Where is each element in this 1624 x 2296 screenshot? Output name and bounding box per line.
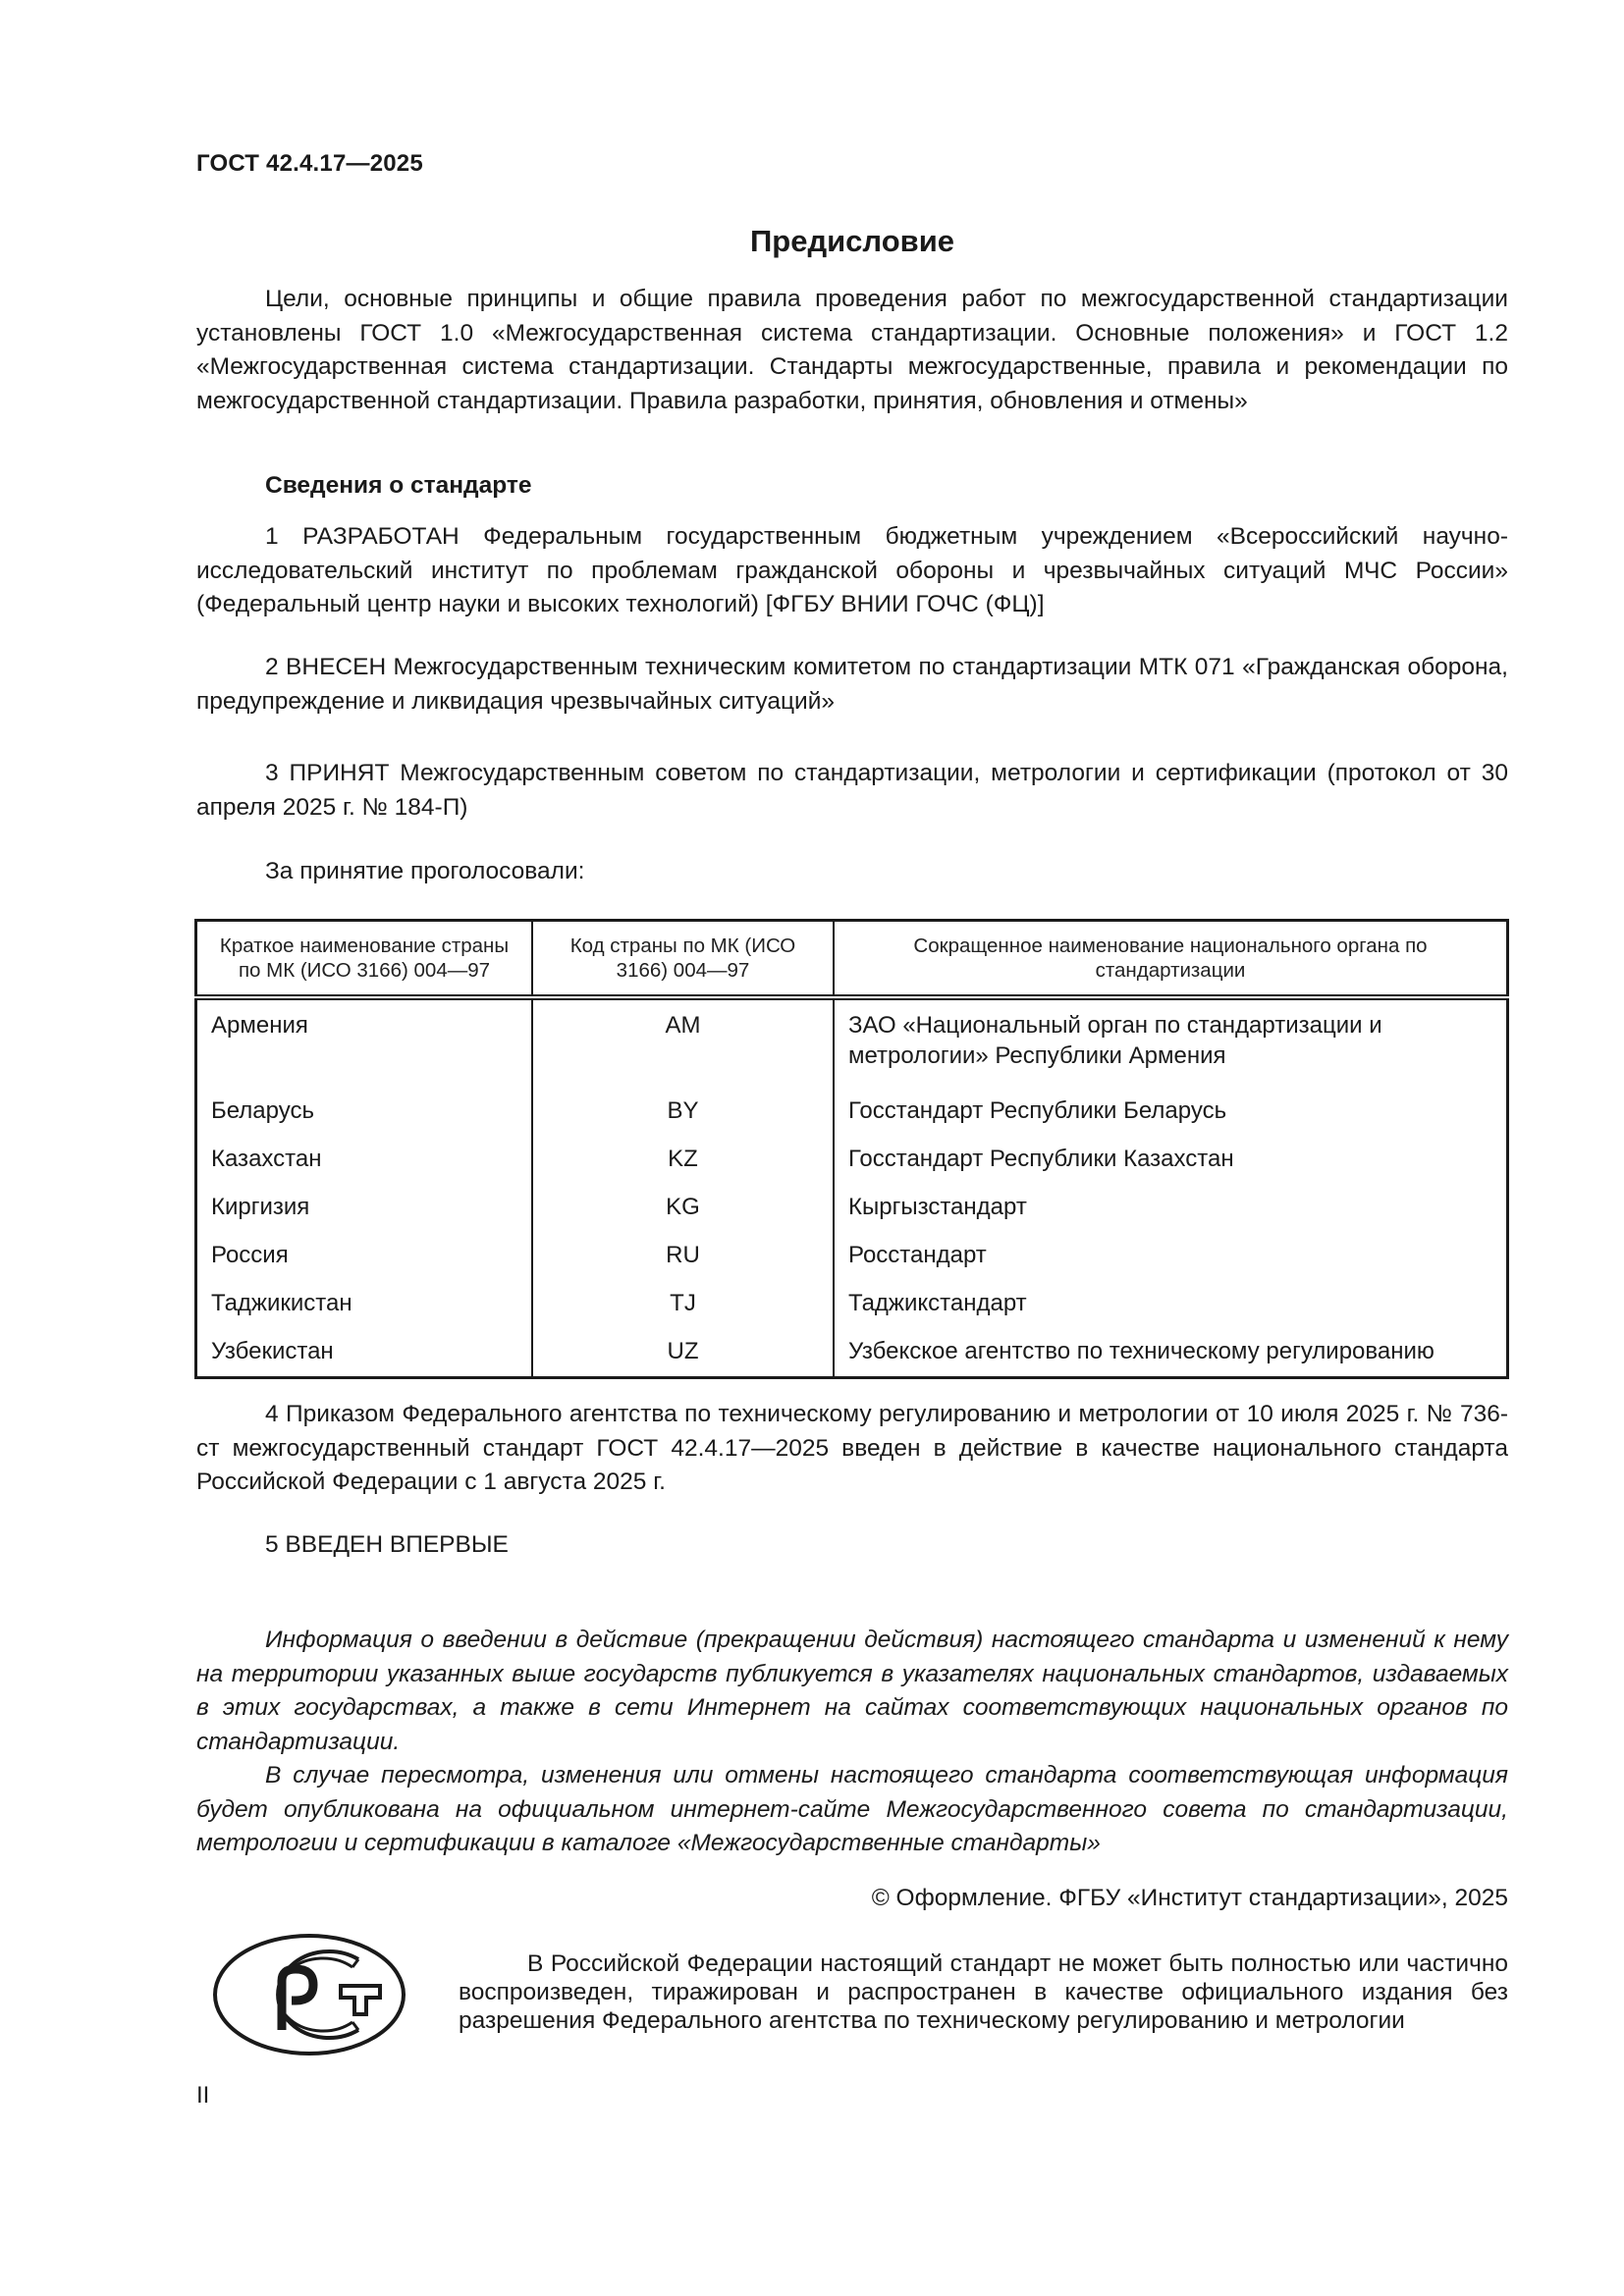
- country-code: RU: [532, 1225, 834, 1273]
- country-code: KZ: [532, 1129, 834, 1177]
- country-name: Россия: [196, 1225, 533, 1273]
- national-body: ЗАО «Национальный орган по стандартизации и метрологии» Республики Армения: [834, 997, 1508, 1081]
- info-note-paragraph-2: В случае пересмотра, изменения или отмены настоящего стандарта соответствующая информация будет опубликована на официальном интернет-сайте Межгосударственного совета по стандартизации, метрологии и сертификации в каталоге «Межгосударственные стандарты»: [196, 1762, 1508, 1856]
- item-3-paragraph: 3 ПРИНЯТ Межгосударственным советом по стандартизации, метрологии и сертификации (протокол от 30 апреля 2025 г. № 184-П): [196, 760, 1508, 821]
- table-row: [196, 997, 1508, 1081]
- national-body: Росстандарт: [834, 1225, 1508, 1273]
- country-name: Таджикистан: [196, 1273, 533, 1321]
- table-row: [196, 1321, 1508, 1378]
- country-name: Армения: [196, 997, 533, 1081]
- country-code: AM: [532, 997, 834, 1081]
- page-number: II: [196, 2082, 210, 2109]
- reproduction-notice: В Российской Федерации настоящий стандарт не может быть полностью или частично воспроизведен, тиражирован и распространен в качестве официального издания без разрешения Федерального агентства по техническому регулированию и метрологии: [459, 1950, 1508, 2034]
- country-name: Беларусь: [196, 1081, 533, 1129]
- country-code: UZ: [532, 1321, 834, 1378]
- voting-countries-table: [194, 919, 1509, 1379]
- item-4-paragraph: 4 Приказом Федерального агентства по техническому регулированию и метрологии от 10 июля 2025 г. № 736-ст межгосударственный стандарт ГОСТ 42.4.17—2025 введен в действие в качестве национального стандарта Российской Федерации с 1 августа 2025 г.: [196, 1401, 1508, 1495]
- table-row: [196, 1177, 1508, 1225]
- voted-label: За принятие проголосовали:: [265, 858, 585, 884]
- header-country-code: Код страны по МК (ИСО 3166) 004—97: [532, 921, 834, 998]
- national-body: Узбекское агентство по техническому регулированию: [834, 1321, 1508, 1378]
- table-row: [196, 1225, 1508, 1273]
- country-code: BY: [532, 1081, 834, 1129]
- national-body: Госстандарт Республики Беларусь: [834, 1081, 1508, 1129]
- national-body: Таджикстандарт: [834, 1273, 1508, 1321]
- rst-gost-logo-icon: [211, 1932, 407, 2057]
- document-code: ГОСТ 42.4.17—2025: [196, 150, 423, 177]
- country-code: TJ: [532, 1273, 834, 1321]
- copyright-line: © Оформление. ФГБУ «Институт стандартизации», 2025: [871, 1885, 1508, 1911]
- info-note-paragraph-1: Информация о введении в действие (прекращении действия) настоящего стандарта и изменений к нему на территории указанных выше государств публикуется в указателях национальных стандартов, издаваемых в этих государствах, а также в сети Интернет на сайтах соответствующих национальных органов по стандартизации.: [196, 1627, 1508, 1755]
- country-name: Киргизия: [196, 1177, 533, 1225]
- item-1-paragraph: 1 РАЗРАБОТАН Федеральным государственным бюджетным учреждением «Всероссийский научно-исследовательский институт по проблемам гражданской обороны и чрезвычайных ситуаций МЧС России» (Федеральный центр науки и высоких технологий) [ФГБУ ВНИИ ГОЧС (ФЦ)]: [196, 523, 1508, 617]
- item-2-paragraph: 2 ВНЕСЕН Межгосударственным техническим комитетом по стандартизации МТК 071 «Гражданская оборона, предупреждение и ликвидация чрезвычайных ситуаций»: [196, 654, 1508, 715]
- country-name: Узбекистан: [196, 1321, 533, 1378]
- national-body: Кыргызстандарт: [834, 1177, 1508, 1225]
- national-body: Госстандарт Республики Казахстан: [834, 1129, 1508, 1177]
- item-5-paragraph: 5 ВВЕДЕН ВПЕРВЫЕ: [265, 1531, 509, 1558]
- page-title: Предисловие: [749, 224, 954, 258]
- header-country-name: Краткое наименование страны по МК (ИСО 3166) 004—97: [196, 921, 533, 998]
- table-row: [196, 1129, 1508, 1177]
- country-name: Казахстан: [196, 1129, 533, 1177]
- table-header-row: [196, 921, 1508, 998]
- table-row: [196, 1273, 1508, 1321]
- intro-paragraph: Цели, основные принципы и общие правила проведения работ по межгосударственной стандартизации установлены ГОСТ 1.0 «Межгосударственная система стандартизации. Основные положения» и ГОСТ 1.2 «Межгосударственная система стандартизации. Стандарты межгосударственные, правила и рекомендации по межгосударственной стандартизации. Правила разработки, принятия, обновления и отмены»: [196, 286, 1508, 414]
- country-code: KG: [532, 1177, 834, 1225]
- header-national-body: Сокращенное наименование национального органа по стандартизации: [834, 921, 1508, 998]
- section-heading: Сведения о стандарте: [265, 472, 532, 499]
- table-row: [196, 1081, 1508, 1129]
